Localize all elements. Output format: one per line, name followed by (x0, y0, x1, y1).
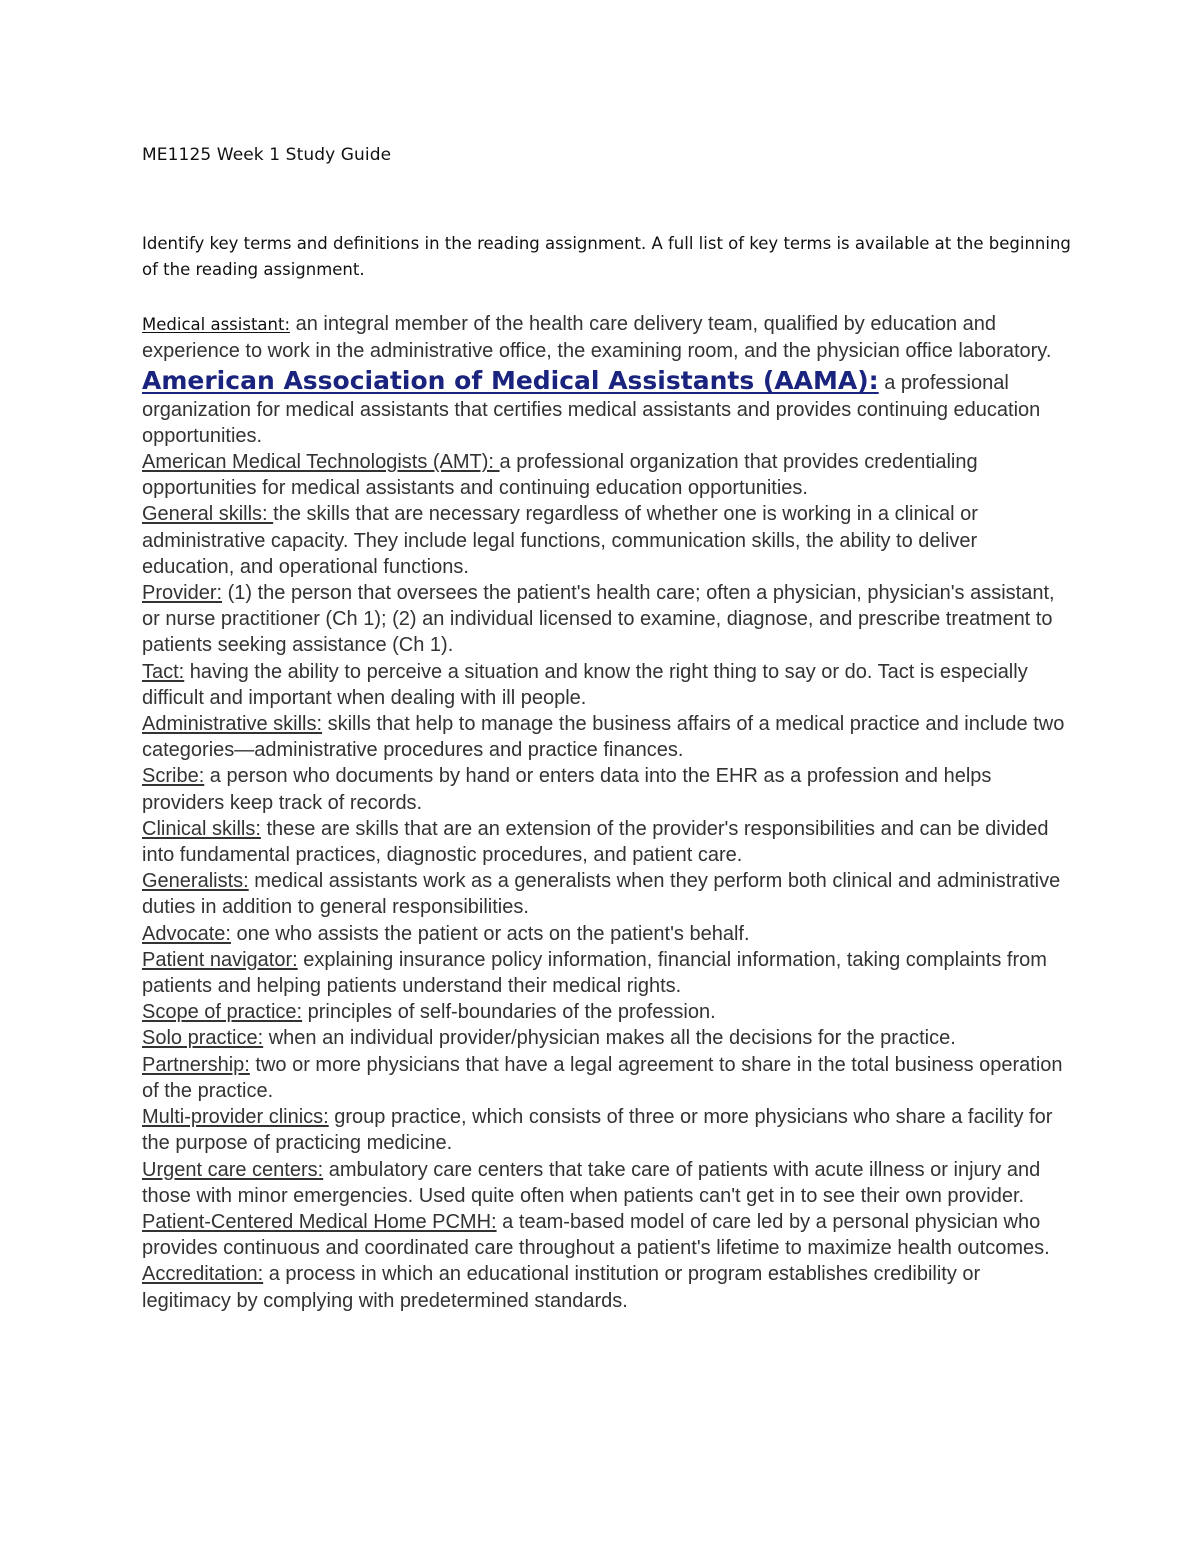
term-entry-multi-provider-clinics (142, 1104, 1072, 1156)
term-entry-amt (142, 449, 1072, 501)
term-definition: ambulatory care centers that take care of patients with acute illness or injury and those with minor emergencies. Used quite often when patients can't get in to see their own provider. (142, 1158, 1041, 1207)
document-title: ME1125 Week 1 Study Guide (142, 145, 392, 165)
term-definition: group practice, which consists of three or more physicians who share a facility for the purpose of practicing medicine. (142, 1106, 1053, 1155)
term-label: Partnership: (142, 1053, 250, 1076)
term-definition: a person who documents by hand or enters data into the EHR as a profession and helps providers keep track of records. (142, 765, 992, 814)
term-label: Patient-Centered Medical Home PCMH: (142, 1210, 497, 1233)
term-label: Urgent care centers: (142, 1158, 324, 1181)
term-entry-administrative-skills (142, 711, 1072, 763)
term-label: Provider: (142, 582, 223, 605)
term-label: Tact: (142, 660, 185, 683)
term-entry-provider (142, 580, 1072, 659)
term-label: Generalists: (142, 870, 249, 893)
term-entry-accreditation (142, 1261, 1072, 1313)
term-entry-general-skills (142, 501, 1072, 580)
term-entry-solo-practice (142, 1025, 1072, 1051)
term-label: Multi-provider clinics: (142, 1106, 329, 1129)
term-definition: one who assists the patient or acts on the patient's behalf. (230, 922, 750, 945)
term-label: Clinical skills: (142, 817, 261, 840)
term-entry-advocate (142, 921, 1072, 947)
term-definition: the skills that are necessary regardless of whether one is working in a clinical or administrative capacity. They include legal functions, communication skills, the ability to deliver education, and operational functions. (142, 503, 978, 578)
term-definition: a professional organization for medical assistants that certifies medical assistants and provides continuing education opportunities. (142, 372, 1041, 447)
term-entry-scribe (142, 763, 1072, 815)
term-definition: (1) the person that oversees the patient's health care; often a physician, physician's assistant, or nurse practitioner (Ch 1); (2) an individual licensed to examine, diagnose, and prescribe treatment to patients seeking assistance (Ch 1). (142, 582, 1055, 657)
term-definition: having the ability to perceive a situation and know the right thing to say or do. Tact is especially difficult and important when dealing with ill people. (142, 660, 1028, 709)
term-definition: principles of self-boundaries of the profession. (302, 1001, 716, 1024)
term-label: Accreditation: (142, 1263, 264, 1286)
term-entry-medical-assistant (142, 311, 1072, 364)
term-definition: a team-based model of care led by a personal physician who provides continuous and coordinated care throughout a patient's lifetime to maximize health outcomes. (142, 1210, 1050, 1260)
term-label: General skills: (142, 503, 274, 526)
term-label: Patient navigator: (142, 948, 298, 971)
term-definition: two or more physicians that have a legal agreement to share in the total business operation of the practice. (142, 1053, 1063, 1102)
term-entry-tact (142, 659, 1072, 711)
term-definition: when an individual provider/physician makes all the decisions for the practice. (263, 1027, 956, 1050)
term-definition: these are skills that are an extension of the provider's responsibilities and can be divided into fundamental practices, diagnostic procedures, and patient care. (142, 817, 1049, 867)
term-label: Scribe: (142, 765, 205, 788)
term-definition: medical assistants work as a generalists when they perform both clinical and administrative duties in addition to general responsibilities. (142, 870, 1061, 919)
term-definition: explaining insurance policy information, financial information, taking complaints from patients and helping patients understand their medical rights. (142, 948, 1047, 998)
term-entry-patient-navigator (142, 947, 1072, 999)
term-label: Medical assistant: (142, 315, 291, 334)
term-entry-generalists (142, 868, 1072, 920)
term-entry-scope-of-practice (142, 999, 1072, 1025)
term-label: Scope of practice: (142, 1001, 303, 1024)
term-label: Solo practice: (142, 1027, 264, 1050)
term-entry-partnership (142, 1052, 1072, 1104)
term-label: Advocate: (142, 922, 231, 945)
term-entry-urgent-care-centers (142, 1157, 1072, 1209)
term-entry-aama (142, 366, 1072, 449)
term-label: American Medical Technologists (AMT): (142, 451, 500, 474)
term-entry-clinical-skills (142, 816, 1072, 868)
term-label: American Association of Medical Assistants (AAMA): (142, 366, 879, 396)
term-label: Administrative skills: (142, 713, 323, 736)
instructions-paragraph: Identify key terms and definitions in the reading assignment. A full list of key terms is available at the beginning of the reading assignment. (142, 234, 1071, 279)
term-entry-pcmh (142, 1209, 1072, 1261)
key-terms-list (142, 311, 1072, 1314)
term-definition: an integral member of the health care delivery team, qualified by education and experience to work in the administrative office, the examining room, and the physician office laboratory. (142, 313, 1052, 363)
term-definition: a professional organization that provides credentialing opportunities for medical assistants and continuing education opportunities. (142, 451, 978, 500)
term-definition: a process in which an educational institution or program establishes credibility or legitimacy by complying with predetermined standards. (142, 1263, 981, 1312)
term-definition: skills that help to manage the business affairs of a medical practice and include two categories—administrative procedures and practice finances. (142, 713, 1065, 762)
